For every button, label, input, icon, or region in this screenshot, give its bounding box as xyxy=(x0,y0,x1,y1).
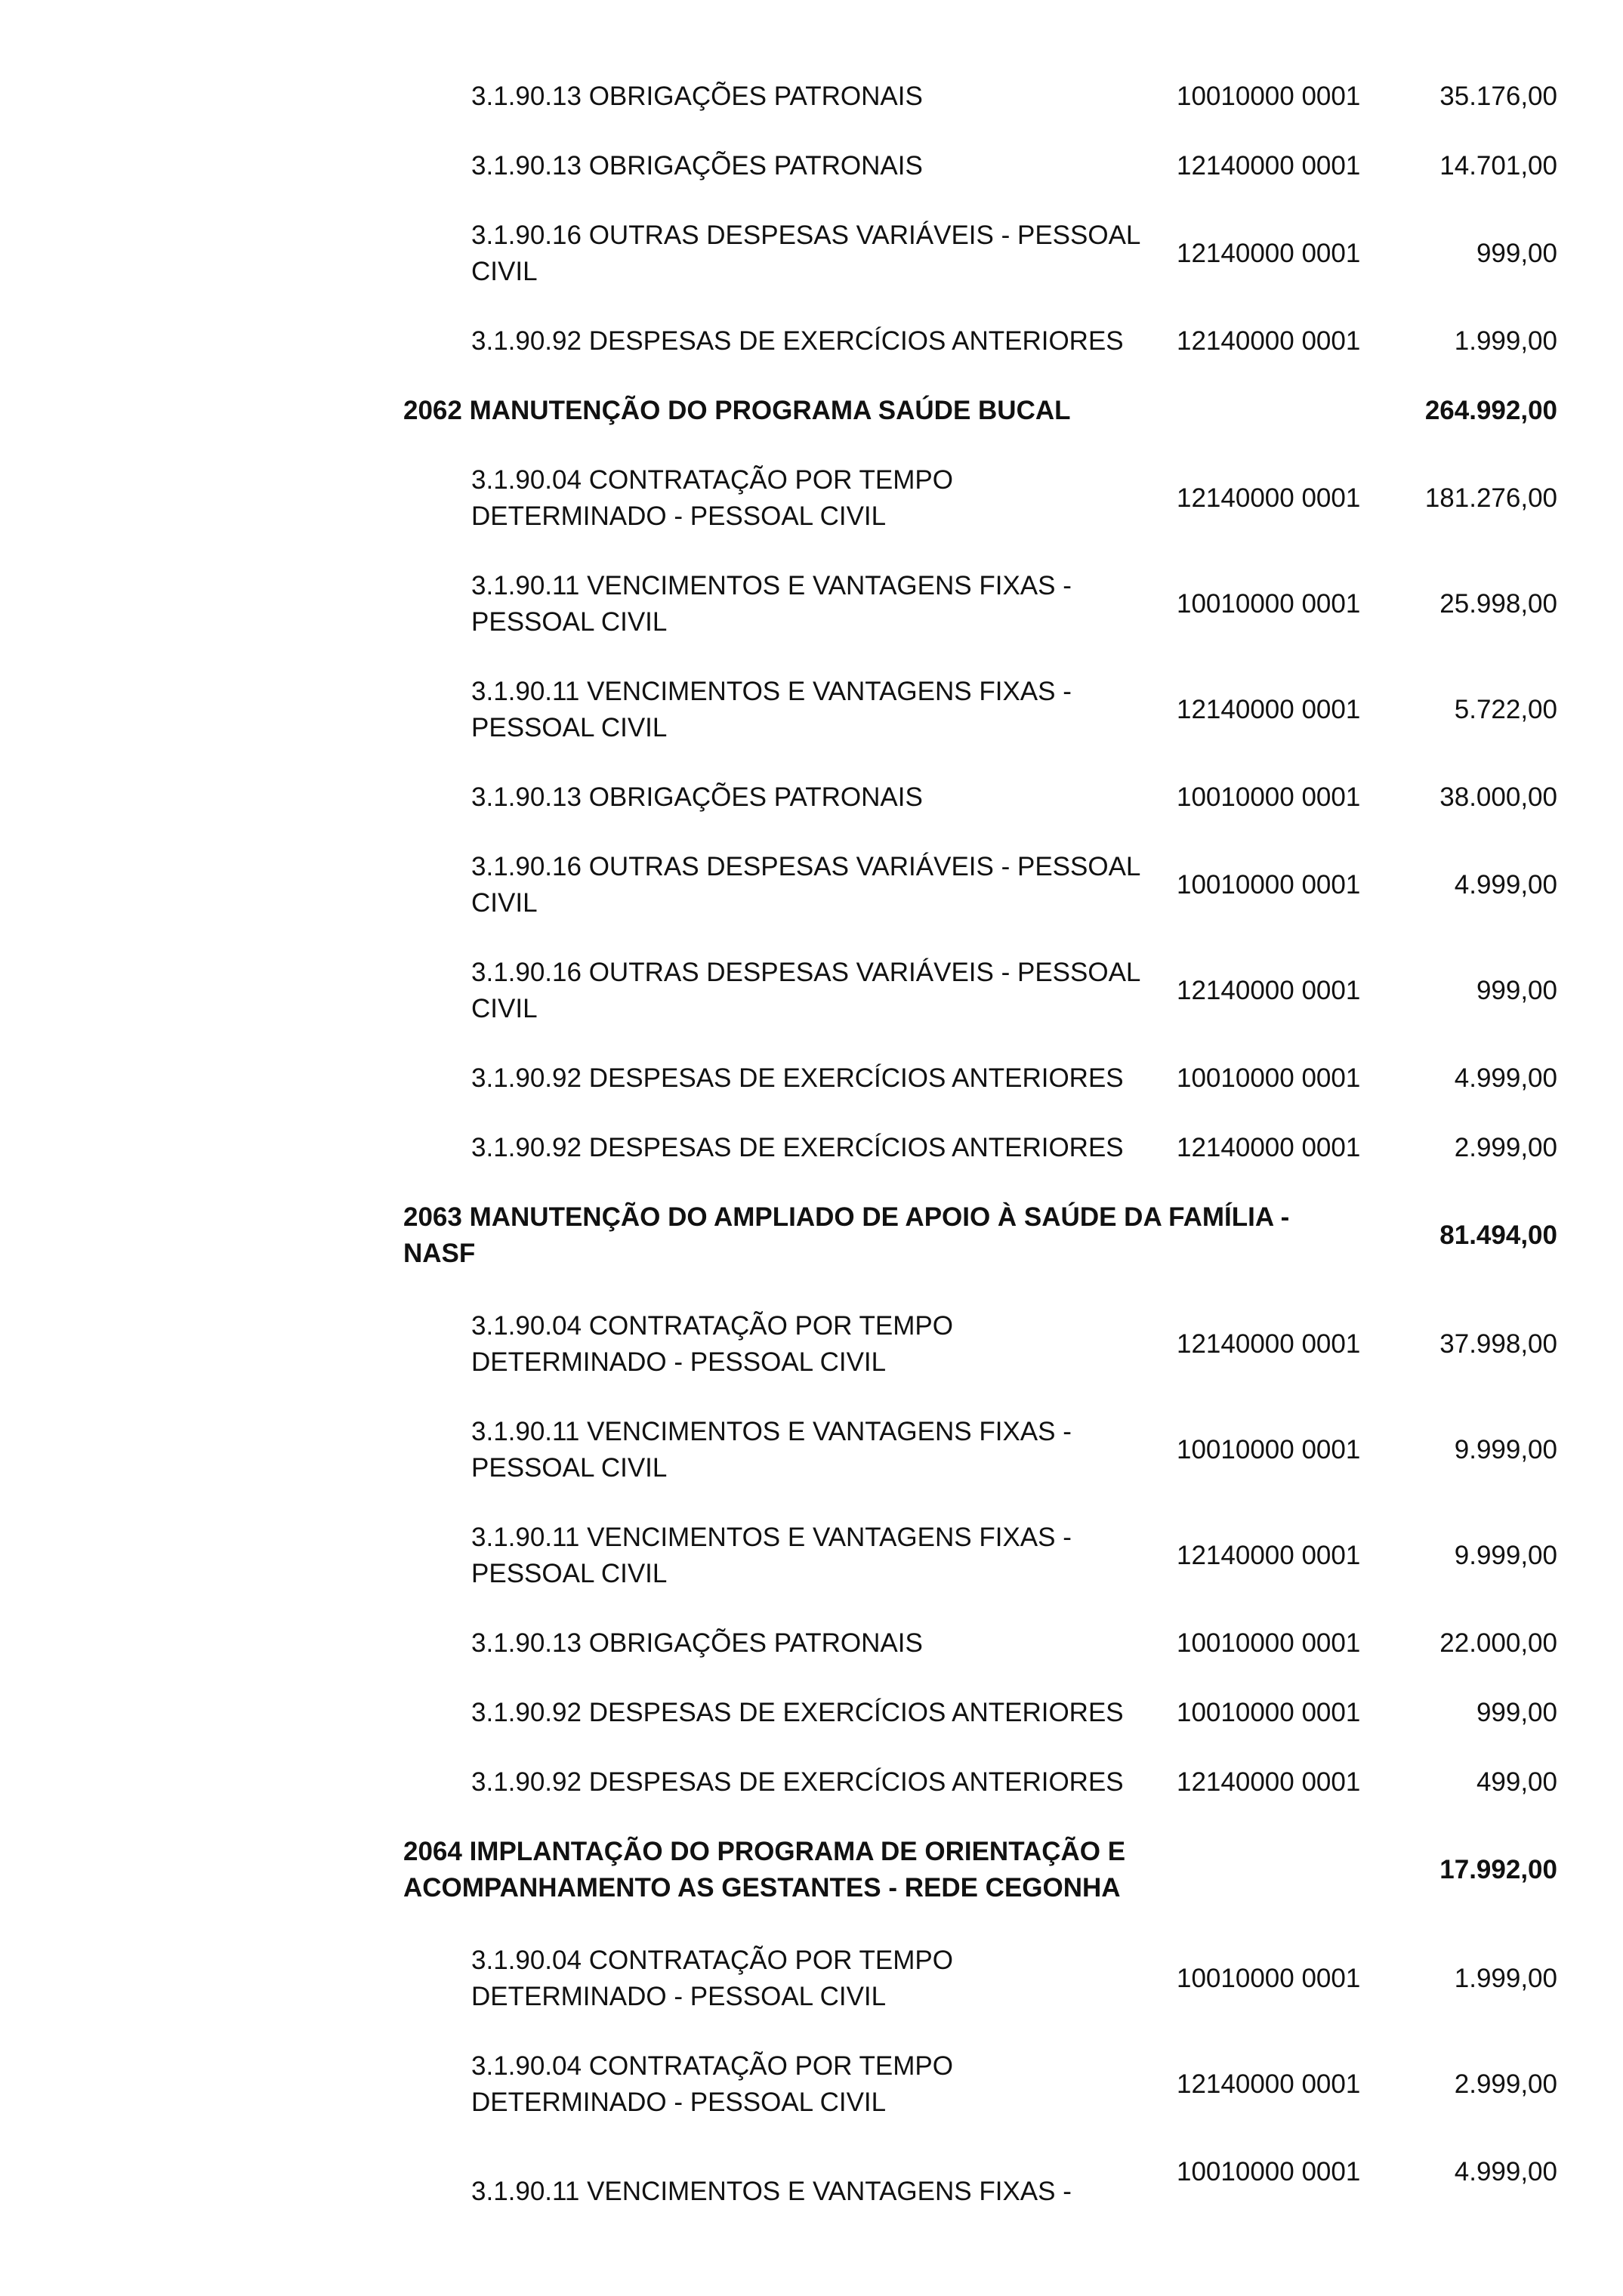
expense-item-row xyxy=(0,2048,1623,2121)
budget-action-header xyxy=(0,1834,1623,1906)
amount-value: 38.000,00 xyxy=(1439,782,1557,812)
amount-value: 4.999,00 xyxy=(1454,870,1557,900)
expense-description: 3.1.90.11 VENCIMENTOS E VANTAGENS FIXAS - PESSOAL CIVIL xyxy=(471,1417,1072,1483)
expense-description: 3.1.90.11 VENCIMENTOS E VANTAGENS FIXAS - PESSOAL CIVIL xyxy=(471,677,1072,742)
expense-description: 3.1.90.92 DESPESAS DE EXERCÍCIOS ANTERIORES xyxy=(471,1133,1124,1162)
amount-value: 4.999,00 xyxy=(1454,2157,1557,2186)
expense-item-row xyxy=(0,849,1623,921)
resource-source: 10010000 0001 xyxy=(1177,82,1361,111)
action-title: 2062 MANUTENÇÃO DO PROGRAMA SAÚDE BUCAL xyxy=(403,396,1071,425)
expense-description: 3.1.90.13 OBRIGAÇÕES PATRONAIS xyxy=(471,82,923,111)
expense-description: 3.1.90.16 OUTRAS DESPESAS VARIÁVEIS - PESSOAL CIVIL xyxy=(471,221,1141,286)
resource-source: 12140000 0001 xyxy=(1177,483,1361,513)
amount-value: 999,00 xyxy=(1476,976,1557,1005)
expense-item-row xyxy=(0,1308,1623,1381)
expense-item-row xyxy=(0,1130,1623,1166)
resource-source: 12140000 0001 xyxy=(1177,151,1361,181)
expense-description: 3.1.90.92 DESPESAS DE EXERCÍCIOS ANTERIORES xyxy=(471,1767,1124,1797)
expense-description: 3.1.90.13 OBRIGAÇÕES PATRONAIS xyxy=(471,151,923,181)
budget-action-header xyxy=(0,393,1623,429)
expense-description: 3.1.90.16 OUTRAS DESPESAS VARIÁVEIS - PESSOAL CIVIL xyxy=(471,852,1141,918)
expense-item-row xyxy=(0,218,1623,290)
expense-item-row xyxy=(0,323,1623,360)
resource-source: 12140000 0001 xyxy=(1177,2069,1361,2099)
expense-item-row xyxy=(0,674,1623,746)
amount-value: 1.999,00 xyxy=(1454,1964,1557,1993)
amount-value: 999,00 xyxy=(1476,1698,1557,1727)
expense-item-row xyxy=(0,568,1623,640)
amount-value: 1.999,00 xyxy=(1454,326,1557,356)
amount-value: 4.999,00 xyxy=(1454,1063,1557,1093)
expense-description: 3.1.90.04 CONTRATAÇÃO POR TEMPO DETERMINADO - PESSOAL CIVIL xyxy=(471,1946,953,2011)
resource-source: 10010000 0001 xyxy=(1177,589,1361,619)
expense-item-row xyxy=(0,148,1623,184)
resource-source: 10010000 0001 xyxy=(1177,1063,1361,1093)
resource-source: 10010000 0001 xyxy=(1177,782,1361,812)
expense-item-row xyxy=(0,779,1623,816)
expense-description: 3.1.90.11 VENCIMENTOS E VANTAGENS FIXAS - PESSOAL CIVIL xyxy=(471,1523,1072,1588)
amount-value: 499,00 xyxy=(1476,1767,1557,1797)
expense-item-row xyxy=(0,1625,1623,1662)
action-title: 2063 MANUTENÇÃO DO AMPLIADO DE APOIO À SAÚDE DA FAMÍLIA - NASF xyxy=(403,1202,1290,1268)
expense-item-row xyxy=(0,1414,1623,1486)
resource-source: 10010000 0001 xyxy=(1177,1628,1361,1658)
amount-value: 25.998,00 xyxy=(1439,589,1557,619)
amount-value: 5.722,00 xyxy=(1454,695,1557,724)
expense-description: 3.1.90.13 OBRIGAÇÕES PATRONAIS xyxy=(471,1628,923,1658)
resource-source: 12140000 0001 xyxy=(1177,1329,1361,1359)
amount-value: 14.701,00 xyxy=(1439,151,1557,181)
amount-value: 2.999,00 xyxy=(1454,1133,1557,1162)
resource-source: 12140000 0001 xyxy=(1177,976,1361,1005)
resource-source: 12140000 0001 xyxy=(1177,1133,1361,1162)
action-total: 264.992,00 xyxy=(1424,396,1557,425)
expense-item-row xyxy=(0,1520,1623,1592)
expense-item-row xyxy=(0,1943,1623,2015)
expense-item-row xyxy=(0,1764,1623,1801)
expense-item-row xyxy=(0,79,1623,115)
expense-description: 3.1.90.92 DESPESAS DE EXERCÍCIOS ANTERIORES xyxy=(471,1063,1124,1093)
amount-value: 999,00 xyxy=(1476,239,1557,268)
expense-item-row xyxy=(0,1695,1623,1731)
expense-description: 3.1.90.04 CONTRATAÇÃO POR TEMPO DETERMINADO - PESSOAL CIVIL xyxy=(471,2051,953,2117)
expense-description: 3.1.90.16 OUTRAS DESPESAS VARIÁVEIS - PESSOAL CIVIL xyxy=(471,958,1141,1023)
resource-source: 10010000 0001 xyxy=(1177,2157,1361,2186)
budget-action-header xyxy=(0,1199,1623,1272)
amount-value: 35.176,00 xyxy=(1439,82,1557,111)
expense-description: 3.1.90.92 DESPESAS DE EXERCÍCIOS ANTERIORES xyxy=(471,1698,1124,1727)
expense-description: 3.1.90.04 CONTRATAÇÃO POR TEMPO DETERMINADO - PESSOAL CIVIL xyxy=(471,1311,953,1377)
amount-value: 37.998,00 xyxy=(1439,1329,1557,1359)
expense-item-row xyxy=(0,2157,1623,2206)
resource-source: 10010000 0001 xyxy=(1177,1435,1361,1464)
amount-value: 2.999,00 xyxy=(1454,2069,1557,2099)
expense-item-row xyxy=(0,1060,1623,1097)
action-total: 81.494,00 xyxy=(1439,1221,1557,1250)
resource-source: 12140000 0001 xyxy=(1177,326,1361,356)
expense-item-row xyxy=(0,462,1623,535)
action-total: 17.992,00 xyxy=(1439,1855,1557,1884)
resource-source: 12140000 0001 xyxy=(1177,239,1361,268)
resource-source: 12140000 0001 xyxy=(1177,695,1361,724)
expense-description: 3.1.90.11 VENCIMENTOS E VANTAGENS FIXAS - PESSOAL CIVIL xyxy=(471,571,1072,637)
expense-item-row xyxy=(0,955,1623,1027)
expense-description: 3.1.90.11 VENCIMENTOS E VANTAGENS FIXAS - xyxy=(471,2177,1072,2206)
expense-description: 3.1.90.04 CONTRATAÇÃO POR TEMPO DETERMINADO - PESSOAL CIVIL xyxy=(471,465,953,531)
resource-source: 12140000 0001 xyxy=(1177,1767,1361,1797)
resource-source: 10010000 0001 xyxy=(1177,870,1361,900)
resource-source: 10010000 0001 xyxy=(1177,1698,1361,1727)
action-title: 2064 IMPLANTAÇÃO DO PROGRAMA DE ORIENTAÇÃO E ACOMPANHAMENTO AS GESTANTES - REDE CEGONHA xyxy=(403,1837,1126,1903)
amount-value: 22.000,00 xyxy=(1439,1628,1557,1658)
resource-source: 12140000 0001 xyxy=(1177,1541,1361,1570)
amount-value: 9.999,00 xyxy=(1454,1541,1557,1570)
amount-value: 181.276,00 xyxy=(1424,483,1557,513)
expense-description: 3.1.90.13 OBRIGAÇÕES PATRONAIS xyxy=(471,782,923,812)
amount-value: 9.999,00 xyxy=(1454,1435,1557,1464)
expense-description: 3.1.90.92 DESPESAS DE EXERCÍCIOS ANTERIORES xyxy=(471,326,1124,356)
resource-source: 10010000 0001 xyxy=(1177,1964,1361,1993)
